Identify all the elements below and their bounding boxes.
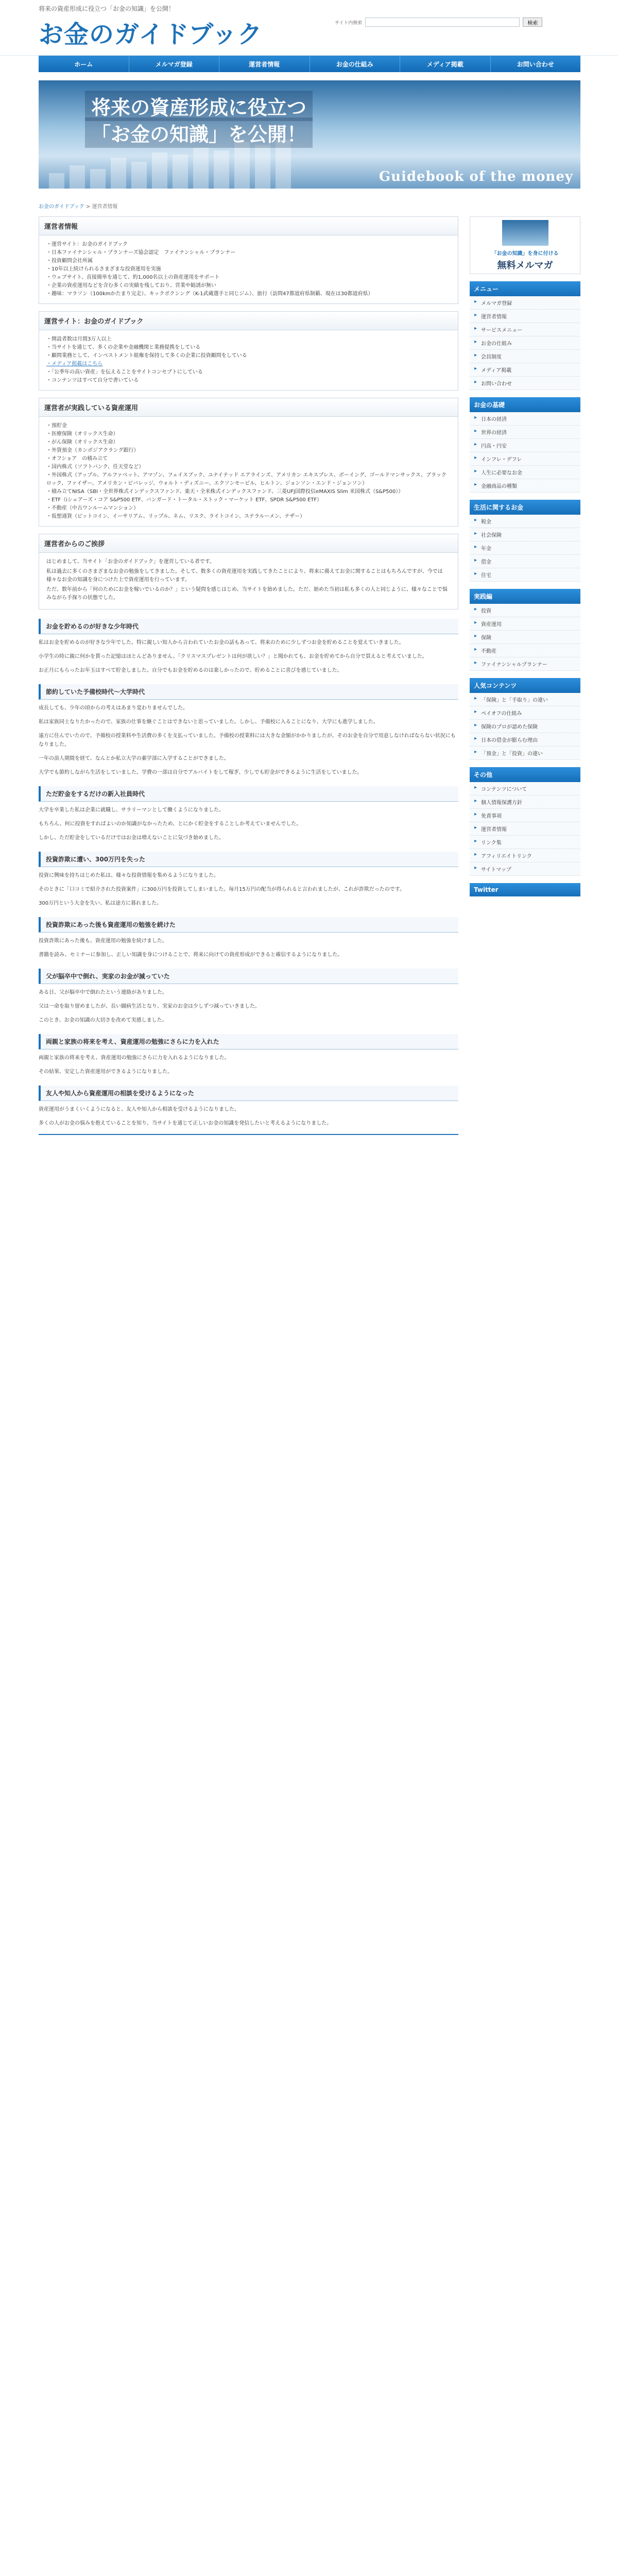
site-tagline: 将来の資産形成に役立つ「お金の知識」を公開！ xyxy=(39,5,175,12)
sidebar-other-item[interactable]: ▸ サイトマップ xyxy=(470,862,580,876)
profile-item: ・ 運営サイト：お金のガイドブック xyxy=(46,241,451,249)
portfolio-item: ・ 医療保険（オリックス生命） xyxy=(46,430,451,438)
section-paragraph: 成長しても、少年の頃からの考えはあまり変わりませんでした。 xyxy=(39,705,188,711)
profile-item: ・ 企業の資産運用などを含む多くの実績を残しており、営業や勧誘が無い xyxy=(46,282,451,290)
book-cover-image xyxy=(502,220,548,246)
sidebar-menu-item[interactable]: ▸ 会員制度 xyxy=(470,350,580,363)
sidebar-other-item[interactable]: ▸ リンク集 xyxy=(470,836,580,849)
profile-item: ・ 10年以上続けられるさまざまな投資運用を実施 xyxy=(46,265,451,274)
section-paragraph: 私は家族同士なりたかったので、家族の仕事を継ぐことはできないと思っていました。しかし、予備校に入ることになり、大学にも進学しました。 xyxy=(39,719,379,725)
nav-mailmag[interactable]: メルマガ登録 xyxy=(129,56,220,72)
search-button[interactable]: 検索 xyxy=(523,18,542,27)
sidebar-basics-item[interactable]: ▸ 世界の経済 xyxy=(470,426,580,439)
breadcrumb-home[interactable]: お金のガイドブック xyxy=(39,204,84,210)
main-content xyxy=(39,216,458,1141)
section-paragraph: 小学生の時に親に何かを貰った記憶はほとんどありません。「クリスマスプレゼントは何が欲しい？」と聞かれても、お金を貯めてから自分で買えると考えていました。 xyxy=(39,654,427,659)
sidebar xyxy=(470,216,580,904)
divider xyxy=(39,1134,458,1135)
portfolio-item: ・ オフショア の積み立て xyxy=(46,455,451,463)
sidebar-practice-item[interactable]: ▸ 保険 xyxy=(470,631,580,644)
site-info-box xyxy=(39,311,458,391)
sidebar-basics-item[interactable]: ▸ 人生に必要なお金 xyxy=(470,466,580,479)
section-heading: ただ貯金をするだけの新入社員時代 xyxy=(39,786,458,802)
site-info-item: ・ コンテンツはすべて自分で書いている xyxy=(46,377,451,385)
portfolio-item: ・ 仮想通貨（ビットコイン、イーサリアム、リップル、ネム、リスク、ライトコイン、ステラルーメン、テザー） xyxy=(46,513,451,521)
section-paragraph: その結果、安定した資産運用ができるようになりました。 xyxy=(39,1069,173,1075)
media-link[interactable]: ・ メディア掲載はこちら xyxy=(46,360,451,368)
portfolio-item: ・ 不動産（中古ワンルームマンション） xyxy=(46,504,451,513)
sidebar-life-item[interactable]: ▸ 借金 xyxy=(470,555,580,568)
search-input[interactable] xyxy=(365,18,520,27)
portfolio-box xyxy=(39,398,458,527)
sidebar-practice-item[interactable]: ▸ 投資 xyxy=(470,604,580,617)
section-paragraph: ある日、父が脳卒中で倒れたという連絡がありました。 xyxy=(39,990,167,995)
sidebar-twitter-title[interactable]: Twitter xyxy=(470,883,580,896)
section-paragraph: 300万円という大金を失い、私は途方に暮れました。 xyxy=(39,901,162,906)
sidebar-menu-item[interactable]: ▸ お金の仕組み xyxy=(470,336,580,350)
site-info-item: ・ 当サイトを通じて、多くの企業や金融機関と業務提携をしている xyxy=(46,344,451,352)
sidebar-menu-item[interactable]: ▸ 運営者情報 xyxy=(470,310,580,323)
profile-item: ・ ウェブサイト、直接簡単を通じて、約1,000名以上の資産運用をサポート xyxy=(46,274,451,282)
sidebar-menus xyxy=(470,281,580,896)
profile-item: ・ 趣味：マラソン（100kmかたまり完走）、キックボクシング（K-1武蔵選手と同じジム）、旅行（訪問47都道府県制覇、現在は30都道府県） xyxy=(46,290,451,298)
sidebar-life-item[interactable]: ▸ 住宅 xyxy=(470,568,580,582)
sidebar-practice-item[interactable]: ▸ 資産運用 xyxy=(470,617,580,631)
hero-title-line2: 「お金の知識」を公開！ xyxy=(85,117,313,148)
section-paragraph: 大学でも節約しながら生活をしていました。学費の一部は自分でアルバイトをして稼ぎ、少しでも貯金ができるように生活をしていました。 xyxy=(39,770,363,775)
section-paragraph: 遠方に住んでいたので、予備校の授業料や生活費の多くを支払っていました。予備校の授業料には大きな金額がかかりましたが、そのお金を自分で用意しなければならない状況にもなりました。 xyxy=(39,733,456,748)
hero-title-line1: 将来の資産形成に役立つ xyxy=(85,91,313,121)
section-heading: 両親と家族の将来を考え、資産運用の勉強にさらに力を入れた xyxy=(39,1034,458,1049)
breadcrumb: お金のガイドブック > 運営者情報 xyxy=(39,204,118,210)
sidebar-popular-item[interactable]: ▸ ペイオフの仕組み xyxy=(470,706,580,720)
sidebar-life-title: 生活に関するお金 xyxy=(470,500,580,515)
story-sections xyxy=(39,619,458,1128)
section-paragraph: 書籍を読み、セミナーに参加し、正しい知識を身につけることで、将来に向けての資産形成ができると確信するようになりました。 xyxy=(39,952,343,958)
section-paragraph: 投資詐欺にあった後も、資産運用の勉強を続けました。 xyxy=(39,938,167,944)
mailmag-banner-line1: 「お金の知識」を身に付ける xyxy=(491,251,559,257)
mailmag-banner[interactable] xyxy=(470,216,580,274)
breadcrumb-current: 運営者情報 xyxy=(92,204,118,210)
sidebar-basics-item[interactable]: ▸ 金融商品の種類 xyxy=(470,479,580,493)
sidebar-popular-title: 人気コンテンツ xyxy=(470,678,580,693)
portfolio-item: ・ 積み立てNISA（SBI・全世界株式インデックスファンド、楽天・全米株式インデックスファンド、三菱UFJ国際投信eMAXIS Slim 米国株式（S&P500）） xyxy=(46,488,451,496)
section-heading: 投資詐欺に遭い、300万円を失った xyxy=(39,852,458,867)
section-paragraph: 大学を卒業した私は企業に就職し、サラリーマンとして働くようになりました。 xyxy=(39,807,224,813)
profile-title: 運営者情報 xyxy=(39,217,458,235)
portfolio-title: 運営者が実践している資産運用 xyxy=(39,398,458,417)
section-paragraph: 資産運用がうまくいくようになると、友人や知人から相談を受けるようになりました。 xyxy=(39,1107,239,1112)
search-label: サイト内検索 xyxy=(335,20,363,26)
sidebar-practice-item[interactable]: ▸ ファイナンシャルプランナー xyxy=(470,657,580,671)
sidebar-basics xyxy=(470,397,580,493)
section-paragraph: もちろん、何に投資をすればよいのか知識がなかったため、とにかく貯金をすることしか考えていませんでした。 xyxy=(39,821,302,827)
sidebar-other-item[interactable]: ▸ コンテンツについて xyxy=(470,782,580,795)
portfolio-item: ・ がん保険（オリックス生命） xyxy=(46,438,451,447)
greeting-paragraph: ただ、数年前から「何のためにお金を稼いでいるのか？」という疑問を感じはじめ、当サイトを始めました。ただ、始めた当初は私も多くの人と同じように、様々なことで悩みながら手探りの状態でした。 xyxy=(46,587,448,601)
sidebar-other-item[interactable]: ▸ 運営者情報 xyxy=(470,822,580,836)
greeting-paragraph: 私は過去に多くのさまざまなお金の勉強をしてきました。そして、数多くの資産運用を実践してきたことにより、将来に備えてお金に関することはもちろんですが、今では様々なお金の知識を身につけた上で資産運用を行っています。 xyxy=(46,569,443,583)
sidebar-life-item[interactable]: ▸ 年金 xyxy=(470,541,580,555)
section-paragraph: 多くの人がお金の悩みを抱えていることを知り、当サイトを通じて正しいお金の知識を発信したいと考えるようになりました。 xyxy=(39,1121,332,1126)
sidebar-other-title: その他 xyxy=(470,767,580,782)
portfolio-item: ・ 外国株式（アップル、アルファベット、アマゾン、フェイスブック、ユナイテッド エアラインズ、アメリカン エキスプレス、ボーイング、ゴールドマンサックス、ブラックロック、ファイザー、アメリカン・ビバレッジ、ウォルト・ディズニー、エクソンモービル、ヒルトン、ジョンソン・エンド・ジョンソン） xyxy=(46,471,451,488)
sidebar-other-item[interactable]: ▸ 免責事項 xyxy=(470,809,580,822)
nav-about[interactable]: 運営者情報 xyxy=(219,56,310,72)
hero-subtitle: Guidebook of the money xyxy=(379,169,573,184)
profile-box xyxy=(39,216,458,304)
site-info-title: 運営サイト：お金のガイドブック xyxy=(39,312,458,330)
nav-contact[interactable]: お問い合わせ xyxy=(517,60,554,68)
sidebar-menu-title: メニュー xyxy=(470,281,580,296)
section-paragraph: 一年の浪人期間を経て、なんとか私立大学の薬学部に入学することができました。 xyxy=(39,756,229,761)
site-logo[interactable]: お金のガイドブック xyxy=(39,20,263,49)
sidebar-popular xyxy=(470,678,580,760)
sidebar-other xyxy=(470,767,580,876)
sidebar-popular-item[interactable]: ▸ 保険のプロが認めた保険 xyxy=(470,720,580,733)
sidebar-other-item[interactable]: ▸ 個人情報保護方針 xyxy=(470,795,580,809)
section-paragraph: 両親と家族の将来を考え、資産運用の勉強にさらに力を入れるようになりました。 xyxy=(39,1055,230,1061)
sidebar-menu-item[interactable]: ▸ サービスメニュー xyxy=(470,323,580,336)
sidebar-basics-item[interactable]: ▸ 日本の経済 xyxy=(470,412,580,426)
sidebar-menu-item[interactable]: ▸ お問い合わせ xyxy=(470,377,580,390)
sidebar-life-item[interactable]: ▸ 税金 xyxy=(470,515,580,528)
mailmag-banner-line2: 無料メルマガ xyxy=(497,260,553,271)
section-paragraph: 投資に興味を持ちはじめた私は、様々な投資情報を集めるようになりました。 xyxy=(39,873,219,878)
global-nav xyxy=(39,56,580,72)
sidebar-basics-title: お金の基礎 xyxy=(470,397,580,412)
profile-item: ・ 日本ファイナンシャル・プランナーズ協会認定 ファイナンシャル・プランナー xyxy=(46,249,451,257)
site-info-item: ・ 「公季年の高い資産」を伝えることをサイトコンセプトにしている xyxy=(46,368,451,377)
portfolio-item: ・ ETF（iシェアーズ・コア S&P500 ETF、バンガード・トータル・ストック・マーケット ETF、SPDR S&P500 ETF） xyxy=(46,496,451,504)
greeting-title: 運営者からのご挨拶 xyxy=(39,534,458,553)
hero-banner xyxy=(39,80,580,189)
site-search xyxy=(335,18,542,27)
sidebar-basics-item[interactable]: ▸ 円高・円安 xyxy=(470,439,580,452)
sidebar-menu-item[interactable]: ▸ メルマガ登録 xyxy=(470,296,580,310)
sidebar-other-item[interactable]: ▸ アフィリエイトリンク xyxy=(470,849,580,862)
section-paragraph: 父は一命を取り留めましたが、長い闘病生活となり、実家のお金は少しずつ減っていきました。 xyxy=(39,1004,260,1009)
sidebar-life xyxy=(470,500,580,582)
portfolio-item: ・ 国内株式（ソフトバンク、任天堂など） xyxy=(46,463,451,471)
section-heading: お金を貯めるのが好きな少年時代 xyxy=(39,619,458,634)
section-paragraph: お正月にもらったお年玉はすべて貯金しました。自分でもお金を貯めるのは楽しかったので、貯めることに喜びを感じていました。 xyxy=(39,668,342,673)
site-info-item: ・ 顧問業務として、インベストメント組権を保持して多くの企業に投資顧問をしている xyxy=(46,352,451,360)
section-heading: 投資詐欺にあった後も資産運用の勉強を続けた xyxy=(39,917,458,933)
nav-money[interactable]: お金の仕組み xyxy=(310,56,401,72)
nav-media[interactable]: メディア掲載 xyxy=(400,56,491,72)
sidebar-twitter xyxy=(470,883,580,896)
section-paragraph: 私はお金を貯めるのが好きな少年でした。特に親しい知人から言われていたお金の話もあって、将来のために少しずつお金を貯めることを覚えていきました。 xyxy=(39,640,404,646)
section-heading: 友人や知人から資産運用の相談を受けるようになった xyxy=(39,1086,458,1101)
sidebar-popular-item[interactable]: ▸ 「預金」と「投資」の違い xyxy=(470,747,580,760)
nav-home[interactable]: ホーム xyxy=(39,56,129,72)
section-heading: 父が脳卒中で倒れ、実家のお金が減っていた xyxy=(39,969,458,984)
sidebar-practice xyxy=(470,589,580,671)
sidebar-menu xyxy=(470,281,580,390)
section-paragraph: このとき、お金の知識の大切さを改めて実感しました。 xyxy=(39,1018,167,1023)
section-paragraph: しかし、ただ貯金をしているだけではお金は増えないことに気づき始めました。 xyxy=(39,835,224,841)
sidebar-menu-item[interactable]: ▸ メディア掲載 xyxy=(470,363,580,377)
site-info-item: ・ 開設者数は月間3万人以上 xyxy=(46,335,451,344)
section-heading: 節約していた予備校時代～大学時代 xyxy=(39,684,458,700)
portfolio-item: ・ 預貯金 xyxy=(46,422,451,430)
greeting-box xyxy=(39,534,458,609)
sidebar-practice-item[interactable]: ▸ 不動産 xyxy=(470,644,580,657)
sidebar-practice-title: 実践編 xyxy=(470,589,580,604)
portfolio-item: ・ 外貨預金（カンボジアクラング銀行） xyxy=(46,447,451,455)
sidebar-life-item[interactable]: ▸ 社会保険 xyxy=(470,528,580,541)
site-header xyxy=(0,0,618,56)
section-paragraph: そのときに「口コミで紹介された投資案件」に300万円を投資してしまいました。毎月15万円の配当が得られると言われましたが、これが詐欺だったのです。 xyxy=(39,887,405,892)
profile-item: ・ 投資顧問会社所属 xyxy=(46,257,451,265)
greeting-paragraph: はじめまして、当サイト「お金のガイドブック」を運営している者です。 xyxy=(46,559,215,565)
sidebar-popular-item[interactable]: ▸ 日本の借金が膨らむ理由 xyxy=(470,733,580,747)
sidebar-basics-item[interactable]: ▸ インフレ・デフレ xyxy=(470,452,580,466)
sidebar-popular-item[interactable]: ▸ 「保険」と「手取り」の違い xyxy=(470,693,580,706)
